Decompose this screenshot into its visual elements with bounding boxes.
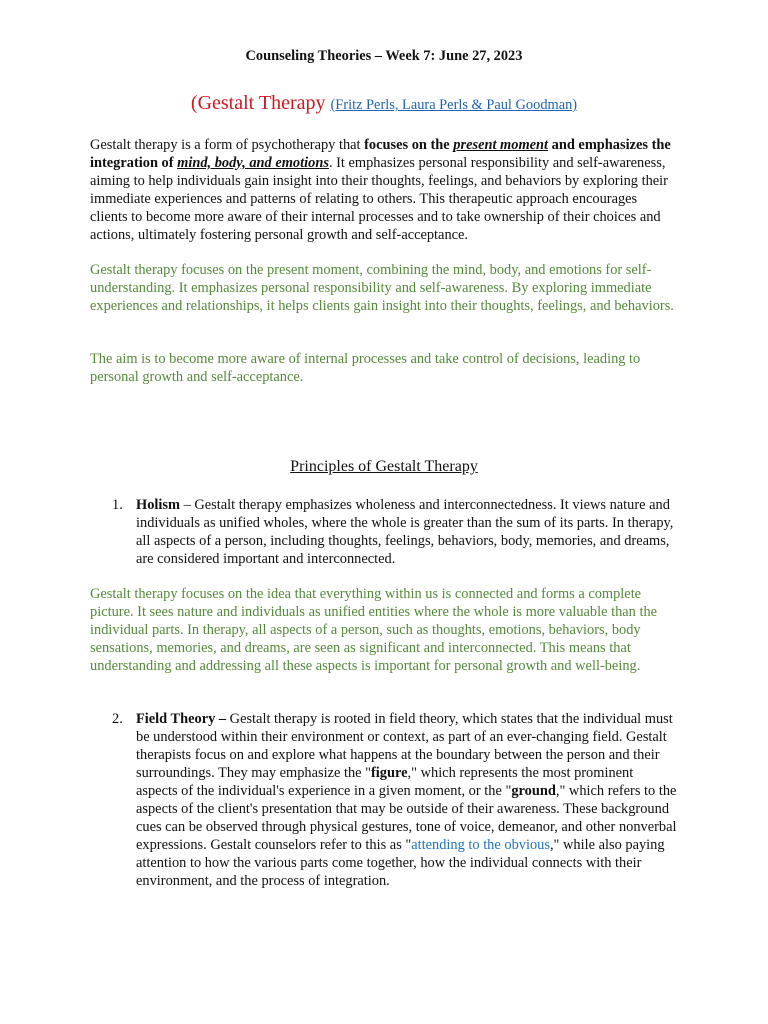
intro-text-2: . It emphasizes personal responsibility and self-awareness, aiming to help individuals gain insight into their thoughts, feelings, and behaviors by exploring their immediate experiences and patterns of relating to others. This therapeutic approach encourages clients to become more aware of their internal processes and to take ownership of their choices and actions, ultimately fostering personal growth and self-acceptance. xyxy=(90,155,668,243)
summary-paragraph-1: Gestalt therapy focuses on the present moment, combining the mind, body, and emotions for self-understanding. It emphasizes personal responsibility and self-awareness. By exploring immediate experiences and relationships, it helps clients gain insight into their thoughts, feelings, and behaviors. xyxy=(90,262,674,314)
intro-text-1: Gestalt therapy is a form of psychotherapy that xyxy=(90,137,365,153)
principle-body xyxy=(136,710,678,890)
summary-paragraph-2: The aim is to become more aware of internal processes and take control of decisions, leading to personal growth and self-acceptance. xyxy=(90,351,641,385)
principle-body xyxy=(136,496,678,568)
principle-description-d: ," while also paying attention to how the various parts come together, how the individual connects with their environment, and the process of integration. xyxy=(136,837,665,889)
intro-bold-1: focuses on the xyxy=(364,137,454,153)
term-figure: figure xyxy=(371,765,408,781)
course-header: Counseling Theories – Week 7: June 27, 2023 xyxy=(245,48,523,64)
principle-description: – Gestalt therapy emphasizes wholeness and interconnectedness. It views nature and individuals as unified wholes, where the whole is greater than the sum of its parts. In therapy, all aspects of a person, including thoughts, feelings, behaviors, body, memories, and dreams, are considered important and interconnected. xyxy=(136,497,674,567)
principle-description-c: ," which refers to the aspects of the client's presentation that may be outside of their awareness. These background cues can be observed through physical gestures, tone of voice, demeanor, and other nonverbal expressions. Gestalt counselors refer to this as " xyxy=(136,783,677,853)
term-ground: ground xyxy=(511,783,556,799)
principle-description-b: ," which represents the most prominent aspects of the individual's experience in a given moment, or the " xyxy=(136,765,634,799)
title-authors: (Fritz Perls, Laura Perls & Paul Goodman) xyxy=(330,97,578,113)
document-title xyxy=(0,94,768,114)
principle-term: Holism xyxy=(136,497,180,513)
term-attending-to-the-obvious: attending to the obvious xyxy=(411,837,550,853)
principle-term: Field Theory – xyxy=(136,711,227,727)
principle-description-a: Gestalt therapy is rooted in field theory, which states that the individual must be understood within their environment or context, as part of an ever-changing field. Gestalt therapists focus on and explore what happens at the boundary between the person and their surroundings. They may emphasize the " xyxy=(136,711,673,781)
list-number: 1. xyxy=(112,497,123,513)
list-number: 2. xyxy=(112,711,123,727)
principles-heading: Principles of Gestalt Therapy xyxy=(290,458,478,475)
summary-paragraph-3: Gestalt therapy focuses on the idea that everything within us is connected and forms a complete picture. It sees nature and individuals as unified entities where the whole is more valuable than the individual parts. In therapy, all aspects of a person, such as thoughts, emotions, behaviors, body sensations, memories, and dreams, are seen as significant and interconnected. This means that understanding and addressing all these aspects is important for personal growth and well-being. xyxy=(90,586,658,674)
title-open-paren: ( xyxy=(190,92,198,114)
intro-emphasis-mind-body-emotions: mind, body, and emotions xyxy=(177,155,329,171)
intro-emphasis-present-moment: present moment xyxy=(453,137,549,153)
intro-paragraph xyxy=(90,136,678,244)
title-main-text: Gestalt Therapy xyxy=(197,92,331,114)
intro-bold-2: and emphasizes the integration of xyxy=(90,137,671,171)
